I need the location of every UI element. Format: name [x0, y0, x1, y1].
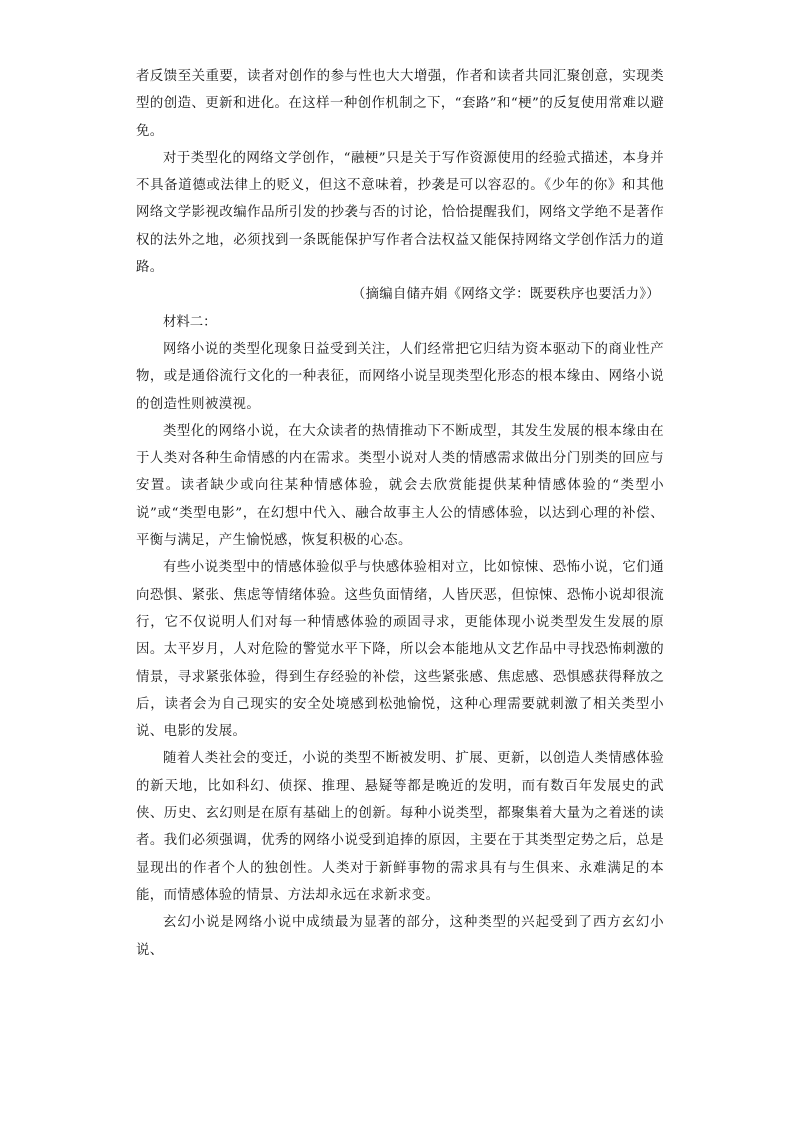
material-two-heading: 材料二：	[163, 314, 217, 330]
paragraph-2: 对于类型化的网络文学创作，“融梗”只是关于写作资源使用的经验式描述，本身并不具备道德或法律上的贬义，但这不意味着，抄袭是可以容忍的。《少年的你》和其他网络文学影视改编作品所引发的抄袭与否的讨论，恰恰提醒我们，网络文学绝不是著作权的法外之地，必须找到一条既能保护写作者合法权益又能保持网络文学创作活力的道路。	[136, 150, 664, 276]
paragraph-1: 者反馈至关重要，读者对创作的参与性也大大增强，作者和读者共同汇聚创意，实现类型的创造、更新和进化。在这样一种创作机制之下，“套路”和“梗”的反复使用常难以避免。	[136, 69, 664, 139]
paragraph-4: 类型化的网络小说，在大众读者的热情推动下不断成型，其发生发展的根本缘由在于人类对各种生命情感的内在需求。类型小说对人类的情感需求做出分门别类的回应与安置。读者缺少或向往某种情感体验，就会去欣赏能提供某种情感体验的“类型小说”或“类型电影”，在幻想中代入、融合故事主人公的情感体验，以达到心理的补偿、平衡与满足，产生愉悦感，恢复积极的心态。	[136, 423, 664, 549]
paragraph-5: 有些小说类型中的情感体验似乎与快感体验相对立，比如惊悚、恐怖小说，它们通向恐惧、紧张、焦虑等情绪体验。这些负面情绪，人皆厌恶，但惊悚、恐怖小说却很流行，它不仅说明人们对每一种情感体验的顽固寻求，更能体现小说类型发生发展的原因。太平岁月，人对危险的警觉水平下降，所以会本能地从文艺作品中寻找恐怖刺激的情景，寻求紧张体验，得到生存经验的补偿，这些紧张感、焦虑感、恐惧感获得释放之后，读者会为自己现实的安全处境感到松弛愉悦，这种心理需要就刺激了相关类型小说、电影的发展。	[136, 560, 664, 740]
source-citation: （摘编自储卉娟《网络文学：既要秩序也要活力》）	[351, 287, 660, 303]
paragraph-3: 网络小说的类型化现象日益受到关注，人们经常把它归结为资本驱动下的商业性产物，或是通俗流行文化的一种表征，而网络小说呈现类型化形态的根本缘由、网络小说的创造性则被漠视。	[136, 341, 664, 412]
paragraph-7: 玄幻小说是网络小说中成绩最为显著的部分，这种类型的兴起受到了西方玄幻小说、	[136, 915, 664, 958]
paragraph-6: 随着人类社会的变迁，小说的类型不断被发明、扩展、更新，以创造人类情感体验的新天地，比如科幻、侦探、推理、悬疑等都是晚近的发明，而有数百年发展史的武侠、历史、玄幻则是在原有基础上的创新。每种小说类型，都聚集着大量为之着迷的读者。我们必须强调，优秀的网络小说受到追捧的原因，主要在于其类型定势之后，总是显现出的作者个人的独创性。人类对于新鲜事物的需求具有与生俱来、永难满足的本能，而情感体验的情景、方法却永远在求新求变。	[136, 751, 664, 903]
article-body	[136, 63, 664, 964]
